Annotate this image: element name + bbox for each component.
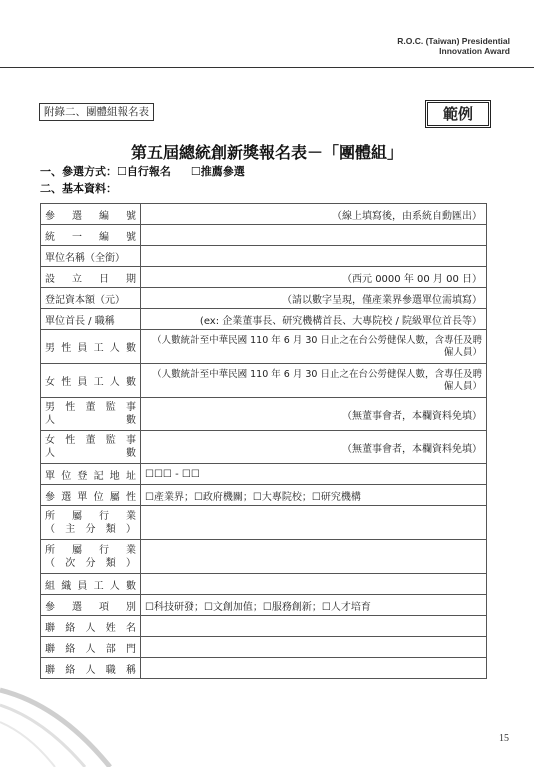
table-row xyxy=(41,267,487,288)
award-header xyxy=(397,36,510,56)
row-label: 聯 絡 人 部 門 xyxy=(41,637,141,658)
table-row xyxy=(41,364,487,398)
row-value[interactable] xyxy=(141,658,487,679)
row-value[interactable]: （人數統計至中華民國 110 年 6 月 30 日止之在台公勞健保人數，含專任及聘僱人員） xyxy=(141,364,487,398)
row-value[interactable] xyxy=(141,246,487,267)
row-label: 男 性 員 工 人 數 xyxy=(41,330,141,364)
row-label: 參 選 項 別 xyxy=(41,595,141,616)
row-label: 單 位 登 記 地 址 xyxy=(41,464,141,485)
basic-info-table xyxy=(40,203,487,679)
row-value[interactable] xyxy=(141,637,487,658)
row-value[interactable]: （線上填寫後，由系統自動匯出） xyxy=(141,204,487,225)
row-label: 參 選 編 號 xyxy=(41,204,141,225)
row-value[interactable] xyxy=(141,506,487,540)
row-label: 所 屬 行 業 （ 主 分 類 ） xyxy=(41,506,141,540)
row-value[interactable] xyxy=(141,616,487,637)
table-row xyxy=(41,309,487,330)
form-title: 第五屆總統創新獎報名表－「團體組」 xyxy=(130,143,403,162)
row-value[interactable]: ☐科技研發；☐文創加值；☐服務創新；☐人才培育 xyxy=(141,595,487,616)
self-register-option[interactable]: ☐自行報名 xyxy=(117,165,171,178)
recommended-option[interactable]: ☐推薦參選 xyxy=(190,165,245,178)
row-value[interactable] xyxy=(141,225,487,246)
row-label: 女 性 員 工 人 數 xyxy=(41,364,141,398)
row-label: 組 織 員 工 人 數 xyxy=(41,574,141,595)
table-row xyxy=(41,506,487,540)
row-value[interactable]: ☐產業界；☐政府機關；☐大專院校；☐研究機構 xyxy=(141,485,487,506)
table-row xyxy=(41,225,487,246)
table-row xyxy=(41,464,487,485)
appendix-label: 附錄二、團體組報名表 xyxy=(39,103,154,121)
award-header-line2: Innovation Award xyxy=(439,46,510,56)
section-basic-info: 二、基本資料： xyxy=(40,182,117,195)
row-value[interactable]: （無董事會者，本欄資料免填） xyxy=(141,398,487,431)
row-label: 單位名稱（全銜） xyxy=(41,246,141,267)
row-label: 登記資本額（元） xyxy=(41,288,141,309)
row-value[interactable]: （無董事會者，本欄資料免填） xyxy=(141,431,487,464)
award-header-line1: R.O.C. (Taiwan) Presidential xyxy=(397,36,510,46)
row-value[interactable] xyxy=(141,540,487,574)
table-row xyxy=(41,658,487,679)
sample-stamp: 範例 xyxy=(425,100,491,128)
table-row xyxy=(41,288,487,309)
row-label: 男 性 董 監 事 人 數 xyxy=(41,398,141,431)
table-row xyxy=(41,204,487,225)
row-label: 設 立 日 期 xyxy=(41,267,141,288)
row-value[interactable] xyxy=(141,574,487,595)
row-value[interactable]: ☐☐☐ - ☐☐ xyxy=(141,464,487,485)
table-row xyxy=(41,616,487,637)
table-row xyxy=(41,540,487,574)
table-row xyxy=(41,431,487,464)
row-label: 女 性 董 監 事 人 數 xyxy=(41,431,141,464)
row-label: 單位首長 / 職稱 xyxy=(41,309,141,330)
row-label: 所 屬 行 業 （ 次 分 類 ） xyxy=(41,540,141,574)
table-row xyxy=(41,246,487,267)
section1-label: 一、參選方式： xyxy=(40,165,117,178)
table-row xyxy=(41,637,487,658)
row-value[interactable]: (ex: 企業董事長、研究機構首長、大專院校 / 院級單位首長等） xyxy=(141,309,487,330)
row-value[interactable]: （人數統計至中華民國 110 年 6 月 30 日止之在台公勞健保人數，含專任及聘僱人員） xyxy=(141,330,487,364)
row-label: 聯 絡 人 職 稱 xyxy=(41,658,141,679)
row-label: 參 選 單 位 屬 性 xyxy=(41,485,141,506)
row-value[interactable]: （請以數字呈現，僅產業界參選單位需填寫） xyxy=(141,288,487,309)
row-value[interactable]: （西元 0000 年 00 月 00 日） xyxy=(141,267,487,288)
header-divider xyxy=(0,67,534,68)
section-participation-method xyxy=(40,163,265,179)
table-row xyxy=(41,595,487,616)
row-label: 統 一 編 號 xyxy=(41,225,141,246)
page-number: 15 xyxy=(499,733,509,744)
table-row xyxy=(41,398,487,431)
table-row xyxy=(41,485,487,506)
table-row xyxy=(41,330,487,364)
table-row xyxy=(41,574,487,595)
row-label: 聯 絡 人 姓 名 xyxy=(41,616,141,637)
